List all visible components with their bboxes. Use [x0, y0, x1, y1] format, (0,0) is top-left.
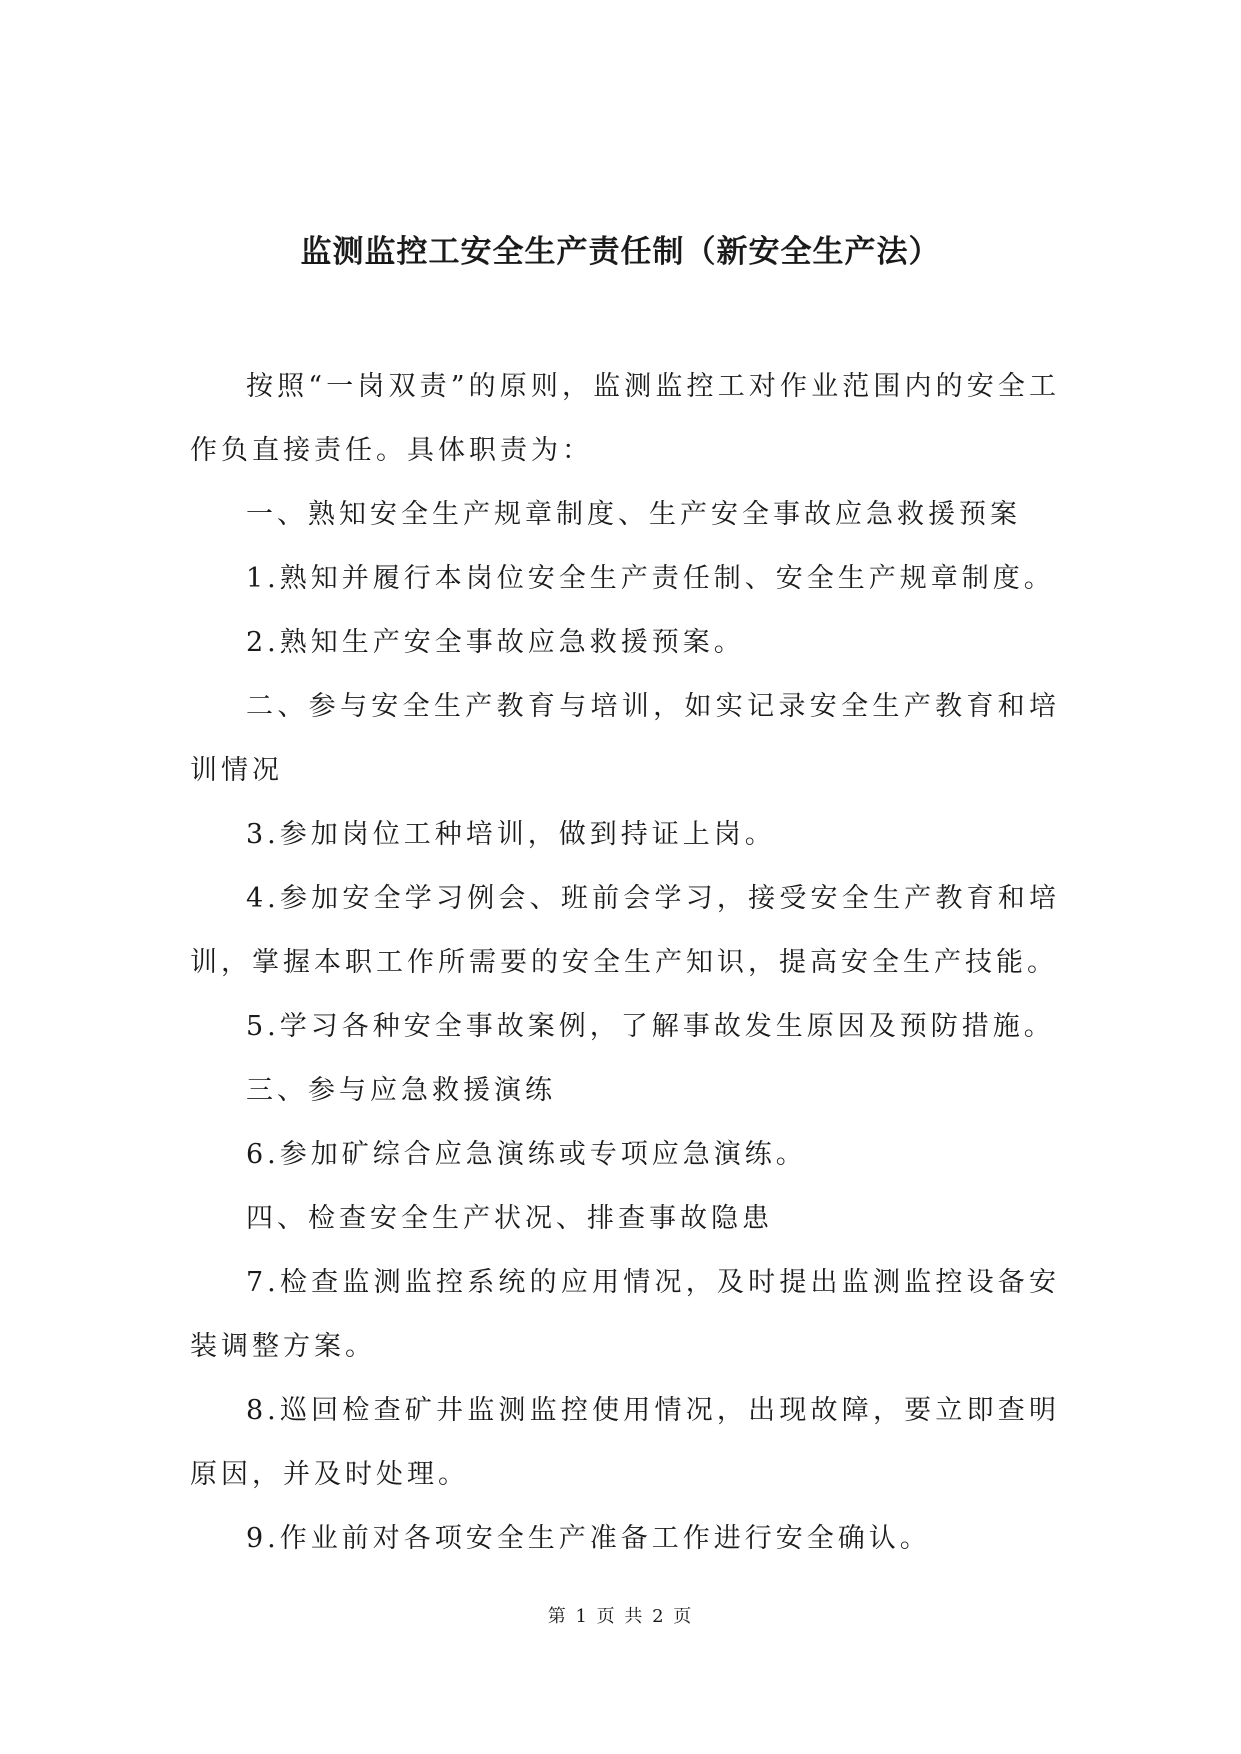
list-item: 1.熟知并履行本岗位安全生产责任制、安全生产规章制度。	[246, 563, 1055, 594]
section-heading-4: 四、检查安全生产状况、排查事故隐患	[246, 1203, 773, 1234]
list-item: 2.熟知生产安全事故应急救援预案。	[246, 627, 745, 658]
paragraph-intro: 按照“一岗双责”的原则，监测监控工对作业范围内的安全工作负直接责任。具体职责为：	[190, 371, 1060, 466]
document-title: 监测监控工安全生产责任制（新安全生产法）	[300, 234, 941, 270]
list-item: 5.学习各种安全事故案例，了解事故发生原因及预防措施。	[246, 1011, 1055, 1042]
page-number-footer: 第 1 页 共 2 页	[547, 1606, 694, 1627]
section-heading-2: 二、参与安全生产教育与培训，如实记录安全生产教育和培训情况	[190, 691, 1060, 786]
list-item: 4.参加安全学习例会、班前会学习，接受安全生产教育和培训，掌握本职工作所需要的安全生产知识，提高安全生产技能。	[190, 883, 1060, 978]
list-item: 7.检查监测监控系统的应用情况，及时提出监测监控设备安装调整方案。	[190, 1267, 1060, 1362]
list-item: 8.巡回检查矿井监测监控使用情况，出现故障，要立即查明原因，并及时处理。	[190, 1395, 1060, 1490]
section-heading-3: 三、参与应急救援演练	[246, 1075, 556, 1106]
list-item: 3.参加岗位工种培训，做到持证上岗。	[246, 819, 776, 850]
list-item: 6.参加矿综合应急演练或专项应急演练。	[246, 1139, 807, 1170]
list-item: 9.作业前对各项安全生产准备工作进行安全确认。	[246, 1523, 931, 1554]
section-heading-1: 一、熟知安全生产规章制度、生产安全事故应急救援预案	[246, 499, 1021, 530]
document-body	[190, 355, 1060, 1571]
